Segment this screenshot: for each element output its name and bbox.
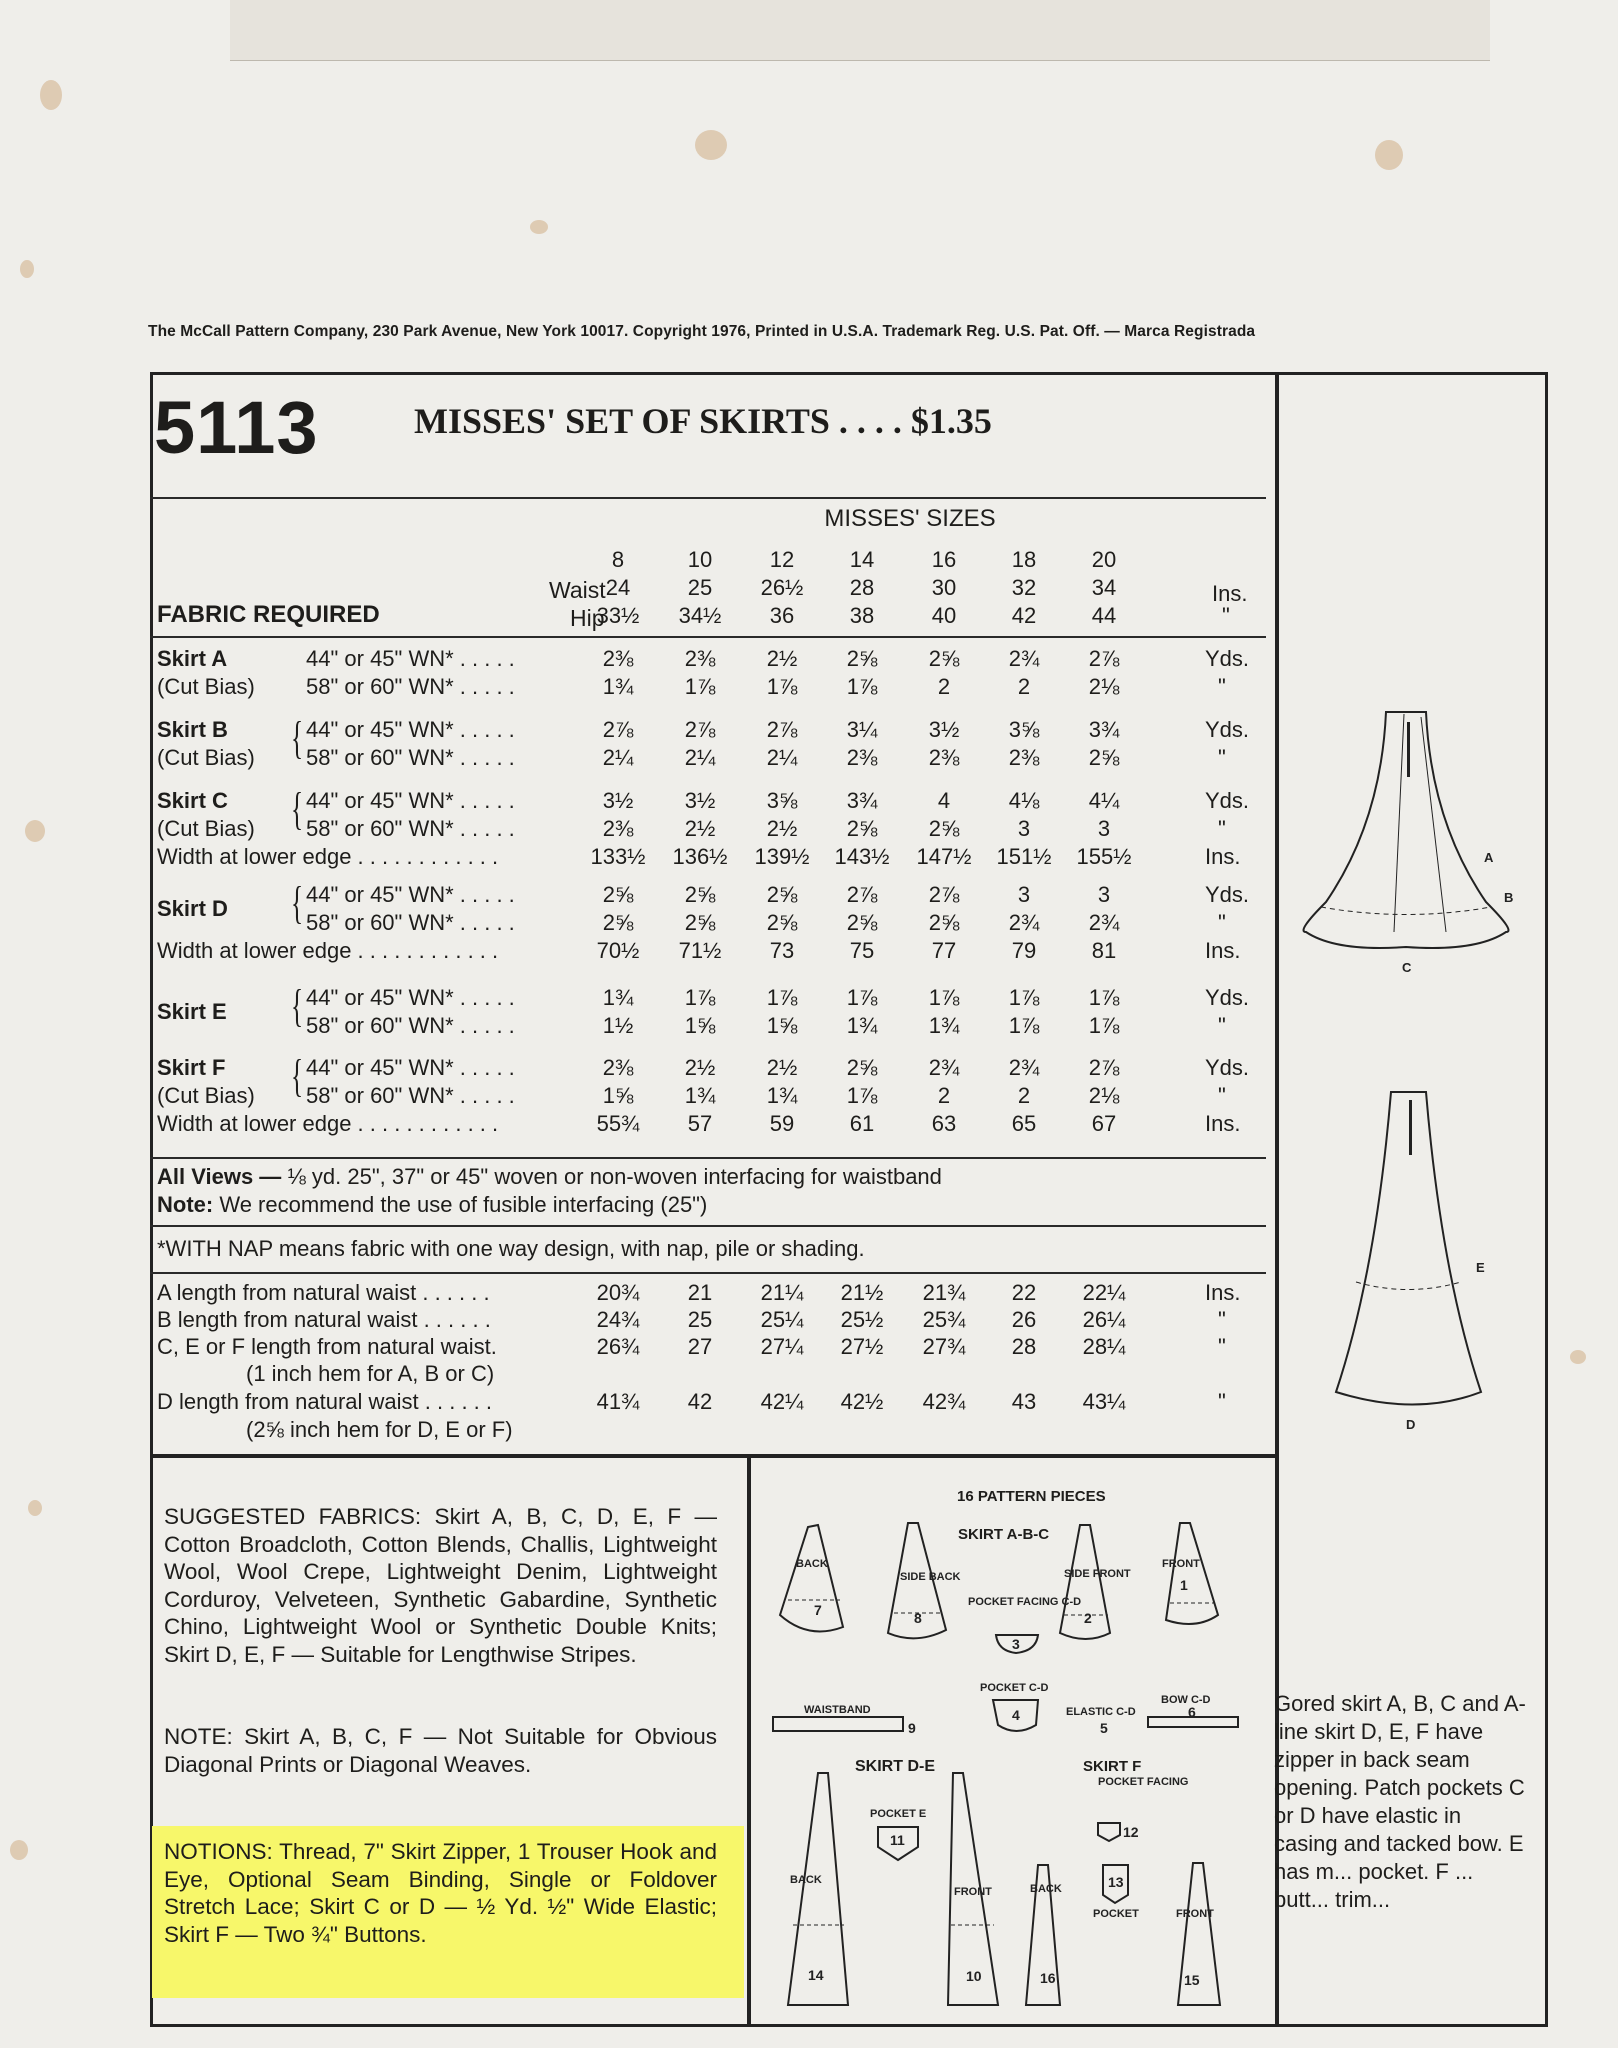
num-11: 11: [890, 1832, 905, 1848]
length-value: 25¾: [922, 1307, 966, 1332]
divider: [150, 636, 1266, 638]
yardage-value: 2: [937, 674, 951, 699]
length-value: 25¼: [760, 1307, 804, 1332]
piece-pocket-facing-12: [1098, 1823, 1120, 1841]
hip-value: 42: [1011, 603, 1037, 628]
company-line: The McCall Pattern Company, 230 Park Avenue, New York 10017. Copyright 1976, Printed in U.S.A. Trademark Reg. U.S. Pat. Off. — Marca Registrada: [148, 323, 1256, 340]
yardage-value: 2⅝: [928, 646, 960, 671]
skirt-name: Skirt E: [157, 999, 227, 1024]
yardage-value: 2⅛: [1088, 1083, 1120, 1108]
view-label-d: D: [1406, 1417, 1416, 1432]
num-8: 8: [914, 1610, 922, 1626]
hip-unit: ": [1222, 603, 1230, 628]
yardage-value: 2⅝: [846, 910, 878, 935]
width-value: 70½: [596, 938, 640, 963]
yardage-value: 4¼: [1088, 788, 1120, 813]
size-number: 16: [931, 547, 957, 572]
length-label: C, E or F length from natural waist.: [157, 1334, 497, 1359]
yardage-value: 2¼: [602, 745, 634, 770]
yardage-value: 2⅜: [602, 1055, 634, 1080]
piece-waistband-9: [773, 1717, 903, 1731]
num-15: 15: [1184, 1972, 1200, 1988]
yardage-value: 2½: [684, 816, 716, 841]
unit: Ins.: [1205, 844, 1241, 869]
skirt-view-de: [1336, 1092, 1481, 1405]
unit: Ins.: [1205, 1280, 1241, 1305]
yardage-value: 2⅝: [928, 910, 960, 935]
with-nap-note: *WITH NAP means fabric with one way design, with nap, pile or shading.: [157, 1236, 865, 1261]
pattern-title: MISSES' SET OF SKIRTS . . . . $1.35: [414, 401, 992, 441]
width-label: Width at lower edge . . . . . . . . . . . .: [157, 844, 499, 869]
yardage-value: 1⅝: [602, 1083, 634, 1108]
pattern-number: 5113: [154, 386, 319, 469]
label-waistband: WAISTBAND: [804, 1704, 871, 1716]
num-16: 16: [1040, 1970, 1056, 1986]
yardage-value: 1⅝: [684, 1013, 716, 1038]
stain: [28, 1500, 42, 1516]
unit: ": [1218, 745, 1226, 770]
pattern-pieces-heading: 16 PATTERN PIECES: [957, 1488, 1106, 1505]
skirt-f-heading: SKIRT F: [1083, 1758, 1142, 1775]
length-value: 42½: [840, 1389, 884, 1414]
yardage-value: 3⅝: [766, 788, 798, 813]
width-value: 139½: [754, 844, 810, 869]
width-value: 136½: [672, 844, 728, 869]
yardage-value: 1¾: [928, 1013, 960, 1038]
skirt-illustrations: [1276, 372, 1548, 1472]
unit: ": [1218, 1389, 1226, 1414]
waist-label: Waist: [549, 577, 606, 603]
skirt-view-abc: [1304, 712, 1509, 948]
suggested-fabrics: SUGGESTED FABRICS: Skirt A, B, C, D, E, F — Cotton Broadcloth, Cotton Blends, Challis, Lightweight Wool, Wool Crepe, Lightweight Denim, Lightweight Corduroy, Velveteen, Synthetic Gabardine, Synthetic Chino, Lightweight Wool or Synthetic Double Knits; Skirt D, E, F — Suitable for Lengthwise Stripes.: [164, 1504, 717, 1667]
yardage-value: 1⅞: [928, 985, 960, 1010]
length-value: 25: [687, 1307, 713, 1332]
sizes-caption: MISSES' SIZES: [824, 505, 996, 532]
view-label-e: E: [1476, 1260, 1485, 1275]
width-value: 147½: [916, 844, 972, 869]
length-value: 22¼: [1082, 1280, 1126, 1305]
width-label: Width at lower edge . . . . . . . . . . . .: [157, 938, 499, 963]
width-value: 143½: [834, 844, 890, 869]
yardage-value: 2: [1017, 674, 1031, 699]
yardage-value: 1⅞: [846, 1083, 878, 1108]
yardage-value: 3: [1097, 816, 1111, 841]
piece-front-1: [1166, 1523, 1218, 1624]
unit: Yds.: [1205, 717, 1250, 742]
waist-value: 26½: [760, 575, 804, 600]
fabric-width: 58" or 60" WN* . . . . .: [306, 1083, 515, 1108]
brace: {: [290, 1050, 304, 1101]
width-value: 67: [1091, 1111, 1117, 1136]
unit: ": [1218, 1334, 1226, 1359]
unit: Yds.: [1205, 985, 1250, 1010]
yardage-value: 2¼: [684, 745, 716, 770]
yardage-value: 3¾: [1088, 717, 1120, 742]
width-value: 79: [1011, 938, 1037, 963]
brace: {: [290, 980, 304, 1031]
label-back-14: BACK: [790, 1874, 822, 1886]
label-front-1: FRONT: [1162, 1558, 1200, 1570]
size-number: 12: [769, 547, 795, 572]
waist-value: 28: [849, 575, 875, 600]
yardage-value: 2½: [766, 816, 798, 841]
hip-value: 36: [769, 603, 795, 628]
width-value: 81: [1091, 938, 1117, 963]
stain: [40, 80, 62, 110]
stain: [10, 1840, 28, 1860]
skirt-name: Skirt A: [157, 646, 228, 671]
width-value: 133½: [590, 844, 646, 869]
yardage-value: 1⅞: [846, 674, 878, 699]
width-value: 63: [931, 1111, 957, 1136]
fabric-width: 58" or 60" WN* . . . . .: [306, 910, 515, 935]
all-views-label: All Views —: [157, 1164, 282, 1189]
hip-value: 44: [1091, 603, 1117, 628]
skirt-cut-note: (Cut Bias): [157, 745, 255, 770]
hip-value: 33½: [596, 603, 640, 628]
yardage-value: 1⅞: [766, 985, 798, 1010]
yardage-value: 3: [1097, 882, 1111, 907]
pattern-pieces-diagram: [748, 1455, 1278, 2027]
width-value: 151½: [996, 844, 1052, 869]
stain: [530, 220, 548, 234]
yardage-value: 2: [1017, 1083, 1031, 1108]
num-14: 14: [808, 1967, 824, 1983]
style-description: Gored skirt A, B, C and A-line skirt D, E, F have zipper in back seam opening. Patch pockets C or D have elastic in casing and tacked bow. E has m... pocket. F ... butt... trim...: [1274, 1691, 1526, 1912]
yardage-value: 1½: [602, 1013, 634, 1038]
length-value: 28¼: [1082, 1334, 1126, 1359]
hip-value: 38: [849, 603, 875, 628]
yardage-value: 2¾: [1008, 1055, 1040, 1080]
yardage-value: 1⅝: [766, 1013, 798, 1038]
label-side-front: SIDE FRONT: [1064, 1568, 1131, 1580]
waist-value: 34: [1091, 575, 1117, 600]
length-value: 25½: [840, 1307, 884, 1332]
yardage-value: 4⅛: [1008, 788, 1040, 813]
hem-note-abc: (1 inch hem for A, B or C): [246, 1361, 495, 1386]
fabric-width: 44" or 45" WN* . . . . .: [306, 1055, 515, 1080]
size-number: 10: [687, 547, 713, 572]
yardage-value: 2½: [684, 1055, 716, 1080]
yardage-value: 1¾: [602, 985, 634, 1010]
label-back-16: BACK: [1030, 1883, 1062, 1895]
width-value: 75: [849, 938, 875, 963]
yardage-value: 2: [937, 1083, 951, 1108]
num-7: 7: [814, 1602, 822, 1618]
fabric-width: 58" or 60" WN* . . . . .: [306, 1013, 515, 1038]
yardage-value: 2⅝: [846, 816, 878, 841]
unit: ": [1218, 910, 1226, 935]
stain: [25, 820, 45, 842]
length-label: D length from natural waist . . . . . .: [157, 1389, 493, 1414]
unit: Yds.: [1205, 882, 1250, 907]
num-1: 1: [1180, 1577, 1188, 1593]
width-value: 71½: [678, 938, 722, 963]
yardage-value: 2⅜: [928, 745, 960, 770]
hip-value: 34½: [678, 603, 722, 628]
all-views-line: [157, 1164, 942, 1190]
yardage-value: 1¾: [684, 1083, 716, 1108]
waist-unit: Ins.: [1212, 581, 1248, 606]
length-value: 27¾: [922, 1334, 966, 1359]
stain: [20, 260, 34, 278]
length-value: 21¼: [760, 1280, 804, 1305]
yardage-value: 2⅞: [1088, 1055, 1120, 1080]
stain: [1375, 140, 1403, 170]
yardage-value: 2½: [766, 1055, 798, 1080]
length-value: 21¾: [922, 1280, 966, 1305]
yardage-value: 1⅞: [1008, 1013, 1040, 1038]
yardage-value: 2½: [766, 646, 798, 671]
yardage-value: 3¼: [846, 717, 878, 742]
width-value: 65: [1011, 1111, 1037, 1136]
label-front-15: FRONT: [1176, 1908, 1214, 1920]
waist-value: 30: [931, 575, 957, 600]
label-front-10: FRONT: [954, 1886, 992, 1898]
yardage-value: 2⅝: [846, 646, 878, 671]
width-value: 61: [849, 1111, 875, 1136]
num-2: 2: [1084, 1610, 1092, 1626]
yardage-value: 2⅜: [602, 816, 634, 841]
yardage-value: 1¾: [602, 674, 634, 699]
length-value: 43¼: [1082, 1389, 1126, 1414]
length-label: A length from natural waist . . . . . .: [157, 1280, 490, 1305]
width-value: 77: [931, 938, 957, 963]
skirt-abc-heading: SKIRT A-B-C: [958, 1526, 1050, 1543]
fabric-width: 44" or 45" WN* . . . . .: [306, 788, 515, 813]
label-pocket-13: POCKET: [1093, 1908, 1139, 1920]
yardage-value: 3: [1017, 882, 1031, 907]
num-4: 4: [1012, 1707, 1020, 1723]
yardage-value: 2⅝: [602, 882, 634, 907]
yardage-value: 2⅜: [846, 745, 878, 770]
yardage-value: 2⅞: [602, 717, 634, 742]
length-value: 42¾: [922, 1389, 966, 1414]
yardage-value: 2¾: [1008, 646, 1040, 671]
fabric-width: 58" or 60" WN* . . . . .: [306, 674, 515, 699]
label-pocket-cd: POCKET C-D: [980, 1682, 1049, 1694]
yardage-value: 3⅝: [1008, 717, 1040, 742]
notions-text: NOTIONS: Thread, 7" Skirt Zipper, 1 Trouser Hook and Eye, Optional Seam Binding, Single or Foldover Stretch Lace; Skirt C or D — ½ Yd. ½" Wide Elastic; Skirt F — Two ¾" Buttons.: [164, 1839, 717, 1947]
length-value: 26¾: [596, 1334, 640, 1359]
yardage-value: 2⅜: [602, 646, 634, 671]
skirt-name: Skirt F: [157, 1055, 226, 1080]
yardage-value: 2⅝: [928, 816, 960, 841]
unit: ": [1218, 674, 1226, 699]
yardage-value: 2⅝: [766, 882, 798, 907]
hip-value: 40: [931, 603, 957, 628]
yardage-value: 2¾: [928, 1055, 960, 1080]
width-value: 57: [687, 1111, 713, 1136]
yardage-value: 2⅜: [684, 646, 716, 671]
note-text: We recommend the use of fusible interfacing (25"): [219, 1192, 708, 1217]
num-9: 9: [908, 1720, 916, 1736]
size-number: 20: [1091, 547, 1117, 572]
length-value: 20¾: [596, 1280, 640, 1305]
piece-back-7: [780, 1525, 843, 1631]
yardage-value: 2⅞: [684, 717, 716, 742]
width-value: 59: [769, 1111, 795, 1136]
yardage-value: 2⅜: [1008, 745, 1040, 770]
yardage-value: 2⅞: [766, 717, 798, 742]
brace: {: [290, 712, 304, 763]
unit: Yds.: [1205, 1055, 1250, 1080]
yardage-value: 2⅝: [684, 882, 716, 907]
length-value: 42¼: [760, 1389, 804, 1414]
unit: ": [1218, 1307, 1226, 1332]
width-label: Width at lower edge . . . . . . . . . . . .: [157, 1111, 499, 1136]
yardage-value: 1⅞: [846, 985, 878, 1010]
unit: ": [1218, 1083, 1226, 1108]
fabric-width: 44" or 45" WN* . . . . .: [306, 882, 515, 907]
yardage-value: 1¾: [766, 1083, 798, 1108]
width-value: 55¾: [596, 1111, 640, 1136]
num-5: 5: [1100, 1720, 1108, 1736]
yardage-value: 4: [937, 788, 951, 813]
yardage-value: 2⅝: [846, 1055, 878, 1080]
length-value: 27¼: [760, 1334, 804, 1359]
yardage-value: 2⅝: [602, 910, 634, 935]
note-line: [157, 1192, 707, 1218]
num-3: 3: [1012, 1636, 1020, 1652]
divider: [150, 1157, 1266, 1159]
fabric-note: NOTE: Skirt A, B, C, F — Not Suitable for Obvious Diagonal Prints or Diagonal Weaves.: [164, 1724, 717, 1777]
label-back-7: BACK: [796, 1558, 828, 1570]
length-value: 26¼: [1082, 1307, 1126, 1332]
fabric-width: 44" or 45" WN* . . . . .: [306, 646, 515, 671]
skirt-name: Skirt B: [157, 717, 228, 742]
divider: [150, 1272, 1266, 1274]
view-label-c: C: [1402, 960, 1412, 975]
yardage-value: 2¾: [1088, 910, 1120, 935]
skirt-cut-note: (Cut Bias): [157, 1083, 255, 1108]
yardage-value: 2⅞: [846, 882, 878, 907]
yardage-value: 2¾: [1008, 910, 1040, 935]
fabric-width: 58" or 60" WN* . . . . .: [306, 816, 515, 841]
brace: {: [290, 783, 304, 834]
unit: Ins.: [1205, 938, 1241, 963]
yardage-value: 3¾: [846, 788, 878, 813]
yardage-value: 1⅞: [1008, 985, 1040, 1010]
waist-value: 25: [687, 575, 713, 600]
yardage-value: 2⅛: [1088, 674, 1120, 699]
yardage-value: 1⅞: [1088, 1013, 1120, 1038]
fabric-width: 58" or 60" WN* . . . . .: [306, 745, 515, 770]
yardage-value: 3½: [602, 788, 634, 813]
unit: Yds.: [1205, 646, 1250, 671]
brace: {: [290, 877, 304, 928]
hip-label: Hip: [570, 605, 605, 631]
stain: [695, 130, 727, 160]
unit: Ins.: [1205, 1111, 1241, 1136]
view-label-a: A: [1484, 850, 1494, 865]
divider: [150, 1225, 1266, 1227]
length-value: 27½: [840, 1334, 884, 1359]
skirt-cut-note: (Cut Bias): [157, 674, 255, 699]
fabric-width: 44" or 45" WN* . . . . .: [306, 717, 515, 742]
skirt-name: Skirt D: [157, 896, 228, 921]
yardage-value: 2¼: [766, 745, 798, 770]
num-10: 10: [966, 1968, 982, 1984]
skirt-name: Skirt C: [157, 788, 228, 813]
yardage-value: 3½: [684, 788, 716, 813]
length-label: B length from natural waist . . . . . .: [157, 1307, 491, 1332]
waist-value: 32: [1011, 575, 1037, 600]
label-pocket-facing-f: POCKET FACING: [1098, 1776, 1189, 1788]
skirt-de-heading: SKIRT D-E: [855, 1758, 935, 1775]
hem-note-def: (2⅝ inch hem for D, E or F): [246, 1417, 513, 1442]
length-value: 41¾: [596, 1389, 640, 1414]
length-value: 27: [687, 1334, 713, 1359]
label-pocket-facing-cd: POCKET FACING C-D: [968, 1596, 1082, 1608]
yardage-value: 2⅝: [1088, 745, 1120, 770]
size-number: 14: [849, 547, 875, 572]
skirt-cut-note: (Cut Bias): [157, 816, 255, 841]
yardage-value: 2⅞: [1088, 646, 1120, 671]
label-side-back: SIDE BACK: [900, 1571, 961, 1583]
label-bow: BOW C-D: [1161, 1694, 1211, 1706]
yardage-value: 1¾: [846, 1013, 878, 1038]
length-value: 21: [687, 1280, 713, 1305]
yardage-value: 2⅞: [928, 882, 960, 907]
length-value: 42: [687, 1389, 713, 1414]
size-number: 18: [1011, 547, 1037, 572]
yardage-value: 2⅝: [684, 910, 716, 935]
note-label: Note:: [157, 1192, 214, 1217]
view-label-b: B: [1504, 890, 1514, 905]
all-views-text: ⅛ yd. 25", 37" or 45" woven or non-woven interfacing for waistband: [287, 1164, 942, 1189]
yardage-value: 1⅞: [684, 985, 716, 1010]
length-value: 24¾: [596, 1307, 640, 1332]
unit: ": [1218, 816, 1226, 841]
num-12: 12: [1123, 1824, 1139, 1840]
length-value: 26: [1011, 1307, 1037, 1332]
yardage-value: 1⅞: [1088, 985, 1120, 1010]
num-6: 6: [1188, 1704, 1196, 1720]
yardage-value: 3: [1017, 816, 1031, 841]
label-elastic: ELASTIC C-D: [1066, 1706, 1136, 1718]
fabric-required-label: FABRIC REQUIRED: [157, 601, 380, 628]
stain: [1570, 1350, 1586, 1364]
length-value: 43: [1011, 1389, 1037, 1414]
unit: Yds.: [1205, 788, 1250, 813]
yardage-value: 2⅝: [766, 910, 798, 935]
yardage-value: 3½: [928, 717, 960, 742]
yardage-value: 1⅞: [684, 674, 716, 699]
width-value: 73: [769, 938, 795, 963]
length-value: 22: [1011, 1280, 1037, 1305]
fabric-width: 44" or 45" WN* . . . . .: [306, 985, 515, 1010]
length-value: 28: [1011, 1334, 1037, 1359]
divider: [150, 497, 1266, 499]
label-pocket-e: POCKET E: [870, 1808, 927, 1820]
waist-value: 24: [605, 575, 631, 600]
unit: ": [1218, 1013, 1226, 1038]
yardage-value: 1⅞: [766, 674, 798, 699]
width-value: 155½: [1076, 844, 1132, 869]
envelope-flap: [230, 0, 1490, 61]
num-13: 13: [1108, 1874, 1124, 1890]
length-value: 21½: [840, 1280, 884, 1305]
size-number: 8: [611, 547, 625, 572]
